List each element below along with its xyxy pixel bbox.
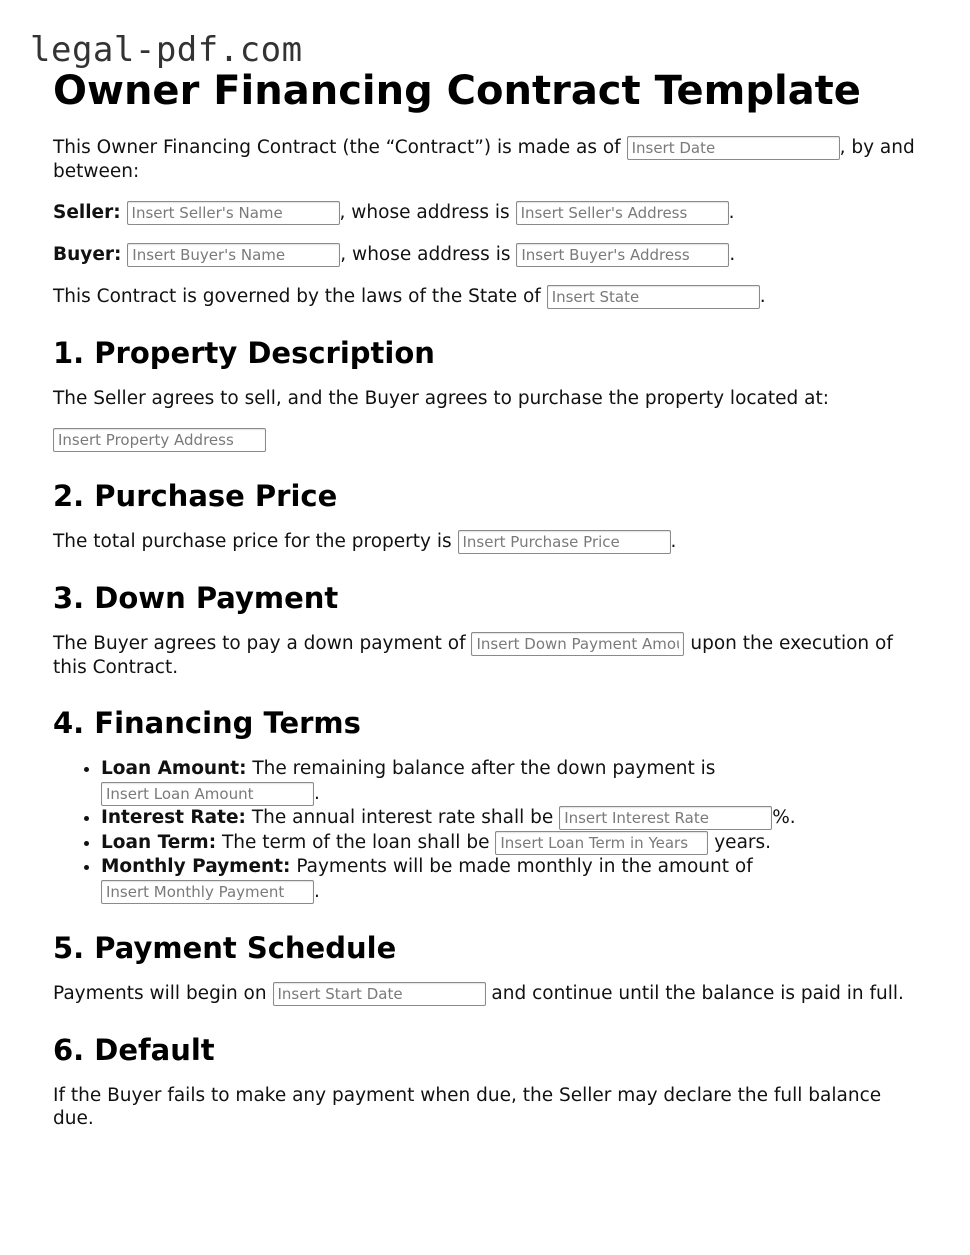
down-payment-input[interactable] bbox=[471, 632, 684, 656]
contract-date-input[interactable] bbox=[627, 136, 840, 160]
seller-end: . bbox=[728, 202, 735, 223]
purchase-price-text: The total purchase price for the property is bbox=[53, 531, 452, 552]
section-heading: 6. Default bbox=[53, 1033, 215, 1067]
property-text: The Seller agrees to sell, and the Buyer agrees to purchase the property located at: bbox=[53, 388, 829, 409]
list-item-loan-term bbox=[101, 831, 921, 856]
purchase-price-input[interactable] bbox=[458, 530, 671, 554]
section-heading: 1. Property Description bbox=[53, 336, 435, 370]
buyer-address-input[interactable] bbox=[516, 243, 729, 267]
list-item-loan-amount bbox=[101, 757, 921, 806]
governing-text: This Contract is governed by the laws of the State of bbox=[53, 286, 541, 307]
state-input[interactable] bbox=[547, 285, 760, 309]
section-down-payment bbox=[53, 580, 921, 679]
intro-text-after: , by and between: bbox=[53, 137, 915, 182]
section-default bbox=[53, 1032, 921, 1130]
property-address-input[interactable] bbox=[53, 428, 266, 452]
loan-amount-input[interactable] bbox=[101, 782, 314, 806]
loan-amount-text: The remaining balance after the down payment is bbox=[252, 758, 716, 779]
list-item-interest-rate bbox=[101, 806, 921, 831]
interest-rate-input[interactable] bbox=[559, 806, 772, 830]
monthly-payment-end: . bbox=[314, 880, 320, 902]
purchase-price-line bbox=[53, 530, 921, 554]
interest-rate-text: The annual interest rate shall be bbox=[251, 807, 554, 828]
buyer-line bbox=[53, 243, 921, 267]
list-item-monthly-payment bbox=[101, 855, 921, 904]
loan-term-text: The term of the loan shall be bbox=[222, 831, 490, 853]
buyer-name-input[interactable] bbox=[127, 243, 340, 267]
loan-term-end: years. bbox=[714, 831, 772, 853]
seller-mid-text: , whose address is bbox=[339, 202, 510, 223]
intro-paragraph bbox=[53, 136, 921, 183]
monthly-payment-input[interactable] bbox=[101, 880, 314, 904]
purchase-price-end: . bbox=[670, 531, 677, 552]
financing-terms-list bbox=[53, 757, 921, 904]
section-financing-terms bbox=[53, 705, 921, 904]
start-date-input[interactable] bbox=[273, 982, 486, 1006]
seller-line bbox=[53, 201, 921, 225]
section-payment-schedule bbox=[53, 930, 921, 1006]
interest-rate-label: Interest Rate: bbox=[101, 807, 246, 828]
section-heading: 3. Down Payment bbox=[53, 581, 339, 615]
watermark-logo: legal-pdf.com bbox=[30, 30, 303, 70]
seller-name-input[interactable] bbox=[127, 201, 340, 225]
down-payment-text: The Buyer agrees to pay a down payment of bbox=[53, 633, 466, 654]
monthly-payment-text: Payments will be made monthly in the amount of bbox=[296, 856, 753, 877]
intro-text: This Owner Financing Contract (the “Contract”) is made as of bbox=[53, 137, 621, 158]
seller-address-input[interactable] bbox=[516, 201, 729, 225]
loan-amount-end: . bbox=[314, 782, 320, 804]
down-payment-text-after: upon the execution of this Contract. bbox=[53, 633, 893, 678]
section-property-description bbox=[53, 335, 921, 452]
contract-document bbox=[53, 68, 921, 1148]
buyer-label: Buyer: bbox=[53, 244, 122, 265]
buyer-end: . bbox=[729, 244, 736, 265]
page-title: Owner Financing Contract Template bbox=[53, 68, 861, 114]
payment-schedule-line bbox=[53, 982, 921, 1006]
loan-term-label: Loan Term: bbox=[101, 831, 217, 853]
section-heading: 4. Financing Terms bbox=[53, 706, 361, 740]
monthly-payment-label: Monthly Payment: bbox=[101, 856, 291, 877]
buyer-mid-text: , whose address is bbox=[340, 244, 511, 265]
governing-end: . bbox=[759, 286, 766, 307]
section-purchase-price bbox=[53, 478, 921, 554]
loan-amount-label: Loan Amount: bbox=[101, 758, 247, 779]
payment-schedule-text: Payments will begin on bbox=[53, 983, 267, 1004]
section-heading: 2. Purchase Price bbox=[53, 479, 338, 513]
interest-rate-end: %. bbox=[772, 807, 796, 828]
seller-label: Seller: bbox=[53, 202, 121, 223]
section-heading: 5. Payment Schedule bbox=[53, 931, 397, 965]
payment-schedule-text-after: and continue until the balance is paid in full. bbox=[491, 983, 904, 1004]
down-payment-line bbox=[53, 632, 921, 679]
governing-law-line bbox=[53, 285, 921, 309]
property-address-line bbox=[53, 428, 921, 452]
default-text: If the Buyer fails to make any payment when due, the Seller may declare the full balance due. bbox=[53, 1085, 882, 1129]
loan-term-input[interactable] bbox=[495, 831, 708, 855]
